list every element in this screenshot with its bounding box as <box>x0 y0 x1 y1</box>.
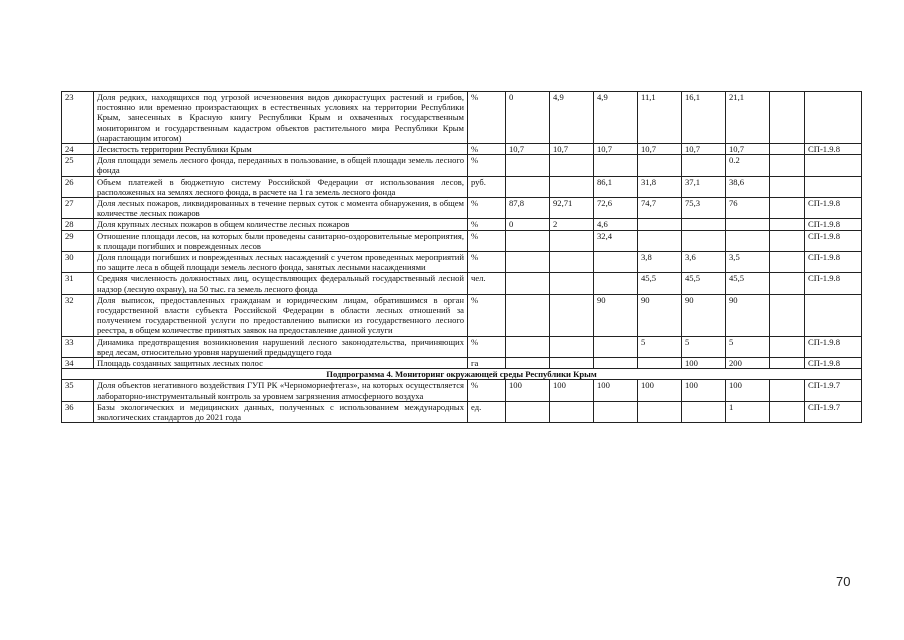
unit-cell: % <box>468 380 506 401</box>
value-cell: 45,5 <box>726 273 770 294</box>
value-cell <box>682 230 726 251</box>
row-number: 32 <box>62 294 94 336</box>
value-cell: 10,7 <box>594 144 638 155</box>
unit-cell: руб. <box>468 176 506 197</box>
value-cell: 5 <box>682 336 726 357</box>
value-cell: 21,1 <box>726 92 770 144</box>
table-row <box>62 401 862 422</box>
row-number: 28 <box>62 219 94 230</box>
section-title: Подпрограмма 4. Мониторинг окружающей среды Республики Крым <box>62 369 862 380</box>
indicator-name: Лесистость территории Республики Крым <box>94 144 468 155</box>
value-cell <box>682 155 726 176</box>
value-cell: 90 <box>682 294 726 336</box>
value-cell: 11,1 <box>638 92 682 144</box>
value-cell <box>770 219 805 230</box>
value-cell <box>594 401 638 422</box>
unit-cell: % <box>468 198 506 219</box>
value-cell <box>550 230 594 251</box>
indicator-name: Доля площади земель лесного фонда, переданных в пользование, в общей площади земель лесного фонда <box>94 155 468 176</box>
value-cell <box>638 155 682 176</box>
program-code: СП-1.9.8 <box>805 252 862 273</box>
value-cell <box>770 401 805 422</box>
indicators-table <box>61 91 862 423</box>
program-code <box>805 294 862 336</box>
value-cell <box>638 219 682 230</box>
value-cell: 92,71 <box>550 198 594 219</box>
table-row <box>62 336 862 357</box>
unit-cell: га <box>468 358 506 369</box>
program-code: СП-1.9.8 <box>805 273 862 294</box>
table-row <box>62 155 862 176</box>
value-cell <box>682 219 726 230</box>
row-number: 36 <box>62 401 94 422</box>
indicator-name: Доля редких, находящихся под угрозой исчезновения видов дикорастущих растений и грибов, постоянно или временно произрастающих в естественных условиях на территории Республики Крым, занесенных в Красную книгу Республики Крым и охваченных государственным мониторингом и государственным кадастром объектов растительного мира Республики Крым (нарастающим итогом) <box>94 92 468 144</box>
indicator-name: Объем платежей в бюджетную систему Российской Федерации от использования лесов, расположенных на землях лесного фонда, в расчете на 1 га земель лесного фонда <box>94 176 468 197</box>
program-code: СП-1.9.8 <box>805 144 862 155</box>
value-cell: 87,8 <box>506 198 550 219</box>
value-cell: 100 <box>682 380 726 401</box>
value-cell <box>770 198 805 219</box>
value-cell <box>506 155 550 176</box>
value-cell <box>770 252 805 273</box>
page-number: 70 <box>836 574 851 589</box>
row-number: 30 <box>62 252 94 273</box>
value-cell: 10,7 <box>638 144 682 155</box>
value-cell <box>726 219 770 230</box>
program-code: СП-1.9.8 <box>805 230 862 251</box>
value-cell <box>770 294 805 336</box>
value-cell: 5 <box>726 336 770 357</box>
indicator-name: Доля выписок, предоставленных гражданам и юридическим лицам, обратившимся в орган государственной власти субъекта Российской Федерации в области лесных отношений за получением государственной услуги по предоставлению выписки из государственного лесного реестра, в общем количестве принятых заявок на предоставление данной услуги <box>94 294 468 336</box>
value-cell: 0 <box>506 219 550 230</box>
value-cell <box>506 252 550 273</box>
program-code <box>805 155 862 176</box>
value-cell <box>638 358 682 369</box>
value-cell: 32,4 <box>594 230 638 251</box>
table-row <box>62 176 862 197</box>
value-cell: 45,5 <box>638 273 682 294</box>
unit-cell: % <box>468 219 506 230</box>
value-cell <box>638 230 682 251</box>
value-cell <box>506 336 550 357</box>
value-cell: 100 <box>682 358 726 369</box>
value-cell <box>550 155 594 176</box>
program-code: СП-1.9.8 <box>805 198 862 219</box>
value-cell: 75,3 <box>682 198 726 219</box>
value-cell <box>506 358 550 369</box>
value-cell <box>770 92 805 144</box>
value-cell <box>550 336 594 357</box>
unit-cell: % <box>468 92 506 144</box>
value-cell: 100 <box>726 380 770 401</box>
row-number: 27 <box>62 198 94 219</box>
value-cell <box>550 273 594 294</box>
row-number: 31 <box>62 273 94 294</box>
unit-cell: % <box>468 252 506 273</box>
indicator-name: Средняя численность должностных лиц, осуществляющих федеральный государственный лесной надзор (лесную охрану), на 50 тыс. га земель лесного фонда <box>94 273 468 294</box>
indicators-table-body <box>62 92 862 423</box>
unit-cell: ед. <box>468 401 506 422</box>
indicator-name: Доля объектов негативного воздействия ГУП РК «Черноморнефтегаз», на которых осуществляется лабораторно-инструментальный контроль за уровнем загрязнения атмосферного воздуха <box>94 380 468 401</box>
table-row <box>62 252 862 273</box>
indicator-name: Отношение площади лесов, на которых были проведены санитарно-оздоровительные мероприятия, к площади погибших и поврежденных лесов <box>94 230 468 251</box>
row-number: 34 <box>62 358 94 369</box>
value-cell <box>594 336 638 357</box>
table-row <box>62 273 862 294</box>
value-cell <box>506 176 550 197</box>
value-cell <box>770 336 805 357</box>
value-cell <box>682 401 726 422</box>
value-cell <box>594 155 638 176</box>
value-cell: 10,7 <box>550 144 594 155</box>
value-cell: 90 <box>726 294 770 336</box>
unit-cell: % <box>468 155 506 176</box>
program-code: СП-1.9.8 <box>805 336 862 357</box>
value-cell <box>506 401 550 422</box>
value-cell <box>770 144 805 155</box>
value-cell: 0.2 <box>726 155 770 176</box>
unit-cell: % <box>468 144 506 155</box>
value-cell <box>726 230 770 251</box>
value-cell: 38,6 <box>726 176 770 197</box>
value-cell: 76 <box>726 198 770 219</box>
value-cell <box>770 358 805 369</box>
value-cell: 45,5 <box>682 273 726 294</box>
value-cell <box>550 294 594 336</box>
value-cell: 86,1 <box>594 176 638 197</box>
value-cell <box>594 358 638 369</box>
table-row <box>62 358 862 369</box>
indicator-name: Доля лесных пожаров, ликвидированных в течение первых суток с момента обнаружения, в общем количестве лесных пожаров <box>94 198 468 219</box>
value-cell: 3,8 <box>638 252 682 273</box>
indicator-name: Базы экологических и медицинских данных, полученных с использованием международных экологических стандартов до 2021 года <box>94 401 468 422</box>
value-cell <box>506 230 550 251</box>
table-row <box>62 219 862 230</box>
value-cell: 10,7 <box>682 144 726 155</box>
unit-cell: чел. <box>468 273 506 294</box>
value-cell: 90 <box>594 294 638 336</box>
value-cell <box>594 273 638 294</box>
unit-cell: % <box>468 294 506 336</box>
value-cell: 100 <box>550 380 594 401</box>
row-number: 35 <box>62 380 94 401</box>
value-cell: 72,6 <box>594 198 638 219</box>
indicator-name: Доля площади погибших и поврежденных лесных насаждений с учетом проведенных мероприятий по защите леса в общей площади земель лесного фонда, занятых лесными насаждениями <box>94 252 468 273</box>
value-cell <box>506 294 550 336</box>
value-cell <box>550 401 594 422</box>
value-cell: 74,7 <box>638 198 682 219</box>
unit-cell: % <box>468 336 506 357</box>
program-code <box>805 92 862 144</box>
value-cell: 10,7 <box>506 144 550 155</box>
unit-cell: % <box>468 230 506 251</box>
value-cell <box>770 273 805 294</box>
value-cell: 5 <box>638 336 682 357</box>
value-cell <box>594 252 638 273</box>
value-cell <box>770 176 805 197</box>
value-cell: 37,1 <box>682 176 726 197</box>
value-cell <box>550 358 594 369</box>
value-cell <box>770 155 805 176</box>
table-row <box>62 92 862 144</box>
value-cell <box>638 401 682 422</box>
program-code: СП-1.9.7 <box>805 401 862 422</box>
program-code: СП-1.9.8 <box>805 358 862 369</box>
value-cell: 16,1 <box>682 92 726 144</box>
program-code: СП-1.9.8 <box>805 219 862 230</box>
value-cell: 100 <box>594 380 638 401</box>
program-code: СП-1.9.7 <box>805 380 862 401</box>
table-row <box>62 380 862 401</box>
value-cell: 200 <box>726 358 770 369</box>
value-cell: 4,6 <box>594 219 638 230</box>
value-cell: 31,8 <box>638 176 682 197</box>
value-cell: 3,5 <box>726 252 770 273</box>
value-cell <box>770 380 805 401</box>
value-cell: 3,6 <box>682 252 726 273</box>
table-row <box>62 198 862 219</box>
row-number: 26 <box>62 176 94 197</box>
value-cell: 100 <box>638 380 682 401</box>
row-number: 29 <box>62 230 94 251</box>
value-cell: 0 <box>506 92 550 144</box>
row-number: 33 <box>62 336 94 357</box>
value-cell: 100 <box>506 380 550 401</box>
row-number: 25 <box>62 155 94 176</box>
indicator-name: Площадь созданных защитных лесных полос <box>94 358 468 369</box>
table-row <box>62 144 862 155</box>
table-row <box>62 294 862 336</box>
value-cell <box>550 176 594 197</box>
value-cell: 10,7 <box>726 144 770 155</box>
table-row <box>62 230 862 251</box>
indicator-name: Динамика предотвращения возникновения нарушений лесного законодательства, причиняющих вред лесам, относительно уровня нарушений предыдущего года <box>94 336 468 357</box>
value-cell: 4,9 <box>550 92 594 144</box>
row-number: 24 <box>62 144 94 155</box>
value-cell <box>770 230 805 251</box>
value-cell: 2 <box>550 219 594 230</box>
program-code <box>805 176 862 197</box>
table-container <box>61 91 862 423</box>
value-cell <box>550 252 594 273</box>
value-cell <box>506 273 550 294</box>
value-cell: 1 <box>726 401 770 422</box>
indicator-name: Доля крупных лесных пожаров в общем количестве лесных пожаров <box>94 219 468 230</box>
value-cell: 4,9 <box>594 92 638 144</box>
row-number: 23 <box>62 92 94 144</box>
value-cell: 90 <box>638 294 682 336</box>
section-row <box>62 369 862 380</box>
